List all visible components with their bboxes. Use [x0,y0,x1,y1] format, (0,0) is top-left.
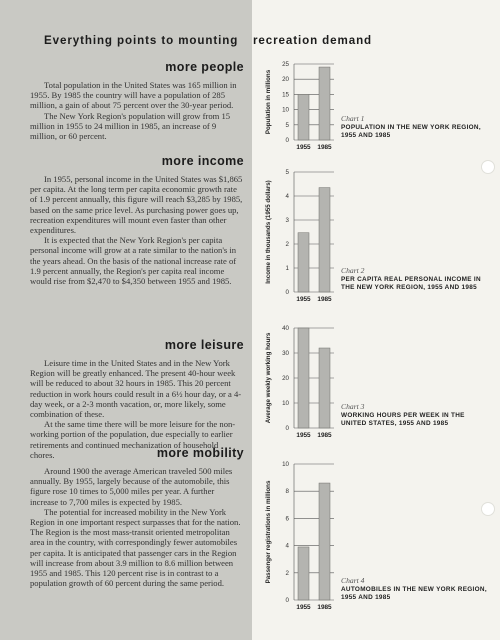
section-more-income [30,154,244,286]
chart-title: WORKING HOURS PER WEEK IN THE UNITED STATES, 1955 AND 1985 [341,412,465,427]
section-paragraph: Total population in the United States was 165 million in 1955. By 1985 the country will have a population of 285 million, a gain of about 75 percent over the 30-year period. [30,80,237,111]
page-title-part1: Everything points to mounting [44,34,239,47]
chart-3-caption [341,402,491,428]
chart-2-caption [341,266,491,292]
chart-number: Chart 2 [341,266,365,275]
chart-tick-label: 4 [285,542,289,550]
chart-tick-label: 4 [285,193,289,200]
section-more-mobility [30,446,244,588]
chart-tick-label: 5 [285,169,289,176]
section-paragraph: The New York Region's population will grow from 15 million in 1955 to 24 million in 1985, an increase of 9 million, or 60 percent. [30,110,231,142]
chart-bar-1985 [319,348,330,428]
chart-bar-1955 [298,233,309,292]
chart-category-label: 1955 [296,432,311,439]
chart-tick-label: 0 [285,597,289,604]
chart-1-caption [341,114,491,140]
chart-automobiles-svg [262,460,342,612]
chart-tick-label: 2 [285,569,289,577]
chart-tick-label: 2 [285,241,289,248]
section-paragraph: It is expected that the New York Region's per capita personal income will grow at a rate similar to the nation's in the years ahead. On the basis of the national increase rate of 1.9 percent annually, the Region's per capita real income would rise from $2,470 to $4,350 between 1955 and 1985. [30,235,237,287]
chart-bar-1955 [298,328,309,428]
chart-tick-label: 1 [285,265,289,272]
section-paragraph: In 1955, personal income in the United States was $1,865 per capita. At the long term per capita economic growth rate of 1.9 percent annually, this figure will reach $3,285 by 1985, based on the same price level. As purchasing power goes up, recreation expenditures will mount even faster than other expenditures. [30,174,243,236]
chart-bar-1985 [319,67,330,140]
chart-bar-1985 [319,188,330,292]
chart-y-axis-label: Average weekly working hours [265,332,272,424]
section-paragraph: At the same time there will be more leisure for the non-working portion of the population, due especially to earlier retirements and continued mechanization of household chores. [30,419,236,460]
section-more-people [30,60,244,141]
chart-tick-label: 20 [282,76,289,84]
chart-tick-label: 30 [282,350,289,357]
chart-income-svg [262,168,342,304]
chart-tick-label: 0 [285,137,289,144]
chart-title: PER CAPITA REAL PERSONAL INCOME IN THE NEW YORK REGION, 1955 AND 1985 [341,276,481,291]
page-title-part2: recreation demand [253,34,373,47]
chart-title: POPULATION IN THE NEW YORK REGION, 1955 AND 1985 [341,124,481,139]
section-paragraph: The potential for increased mobility in the New York Region in one important respect surpasses that for the nation. The Region is the most mass-transit oriented metropolitan area in the country, with correspondingly fewer automobiles per capita. It is anticipated that passenger cars in the Region will increase from about 3.9 million to 8.6 million between 1955 and 1985. This 120 percent rise is in contrast to a population growth of 60 percent during the same period. [30,506,241,589]
chart-tick-label: 0 [285,289,289,296]
chart-automobiles [262,460,342,612]
chart-bar-1985 [319,483,330,600]
chart-y-axis-label: Income in thousands (1955 dollars) [265,180,272,284]
chart-category-label: 1955 [296,296,311,303]
chart-tick-label: 0 [285,425,289,432]
chart-working-hours [262,324,342,440]
chart-tick-label: 10 [282,461,289,468]
chart-category-label: 1985 [317,432,332,439]
chart-bar-1955 [298,547,309,600]
chart-tick-label: 5 [285,121,289,129]
chart-income [262,168,342,304]
chart-tick-label: 3 [285,217,289,224]
section-more-leisure [30,338,244,460]
chart-working-hours-svg [262,324,342,440]
chart-population [262,60,342,152]
binder-hole-top [481,160,495,174]
chart-tick-label: 25 [282,61,289,68]
chart-category-label: 1955 [296,144,311,151]
chart-number: Chart 4 [341,576,365,585]
chart-bar-1955 [298,94,309,140]
section-heading: more people [165,60,244,74]
chart-category-label: 1955 [296,604,311,611]
chart-category-label: 1985 [317,296,332,303]
binder-hole-bottom [481,502,495,516]
chart-tick-label: 15 [282,91,289,99]
chart-number: Chart 3 [341,402,365,411]
chart-tick-label: 6 [285,515,289,523]
chart-tick-label: 8 [285,488,289,496]
section-heading: more income [161,154,244,168]
chart-population-svg [262,60,342,152]
chart-category-label: 1985 [317,604,332,611]
chart-4-caption [341,576,491,602]
chart-tick-label: 10 [282,400,289,407]
chart-number: Chart 1 [341,114,365,123]
chart-tick-label: 10 [282,106,289,114]
chart-tick-label: 40 [282,325,289,332]
section-heading: more leisure [164,338,244,352]
section-heading: more mobility [156,446,244,460]
chart-title: AUTOMOBILES IN THE NEW YORK REGION, 1955 AND 1985 [341,586,487,601]
section-paragraph: Leisure time in the United States and in the New York Region will be greatly enhanced. The present 40-hour week will be reduced to about 32 hours in 1985. This 20 percent reduction in work hours could result in a 6½ hour day, or a 4-day week, or a 2-3 month vacation, or, more likely, some combination of these. [30,358,242,420]
chart-tick-label: 20 [282,375,289,382]
chart-y-axis-label: Population in millions [265,69,272,135]
section-paragraph: Around 1900 the average American traveled 500 miles annually. By 1955, largely because of the automobile, this figure rose 10 times to 5,000 miles per year. A further increase to 7,700 miles is expected by 1985. [30,466,233,507]
chart-category-label: 1985 [317,144,332,151]
chart-y-axis-label: Passenger registrations in millions [265,480,272,584]
